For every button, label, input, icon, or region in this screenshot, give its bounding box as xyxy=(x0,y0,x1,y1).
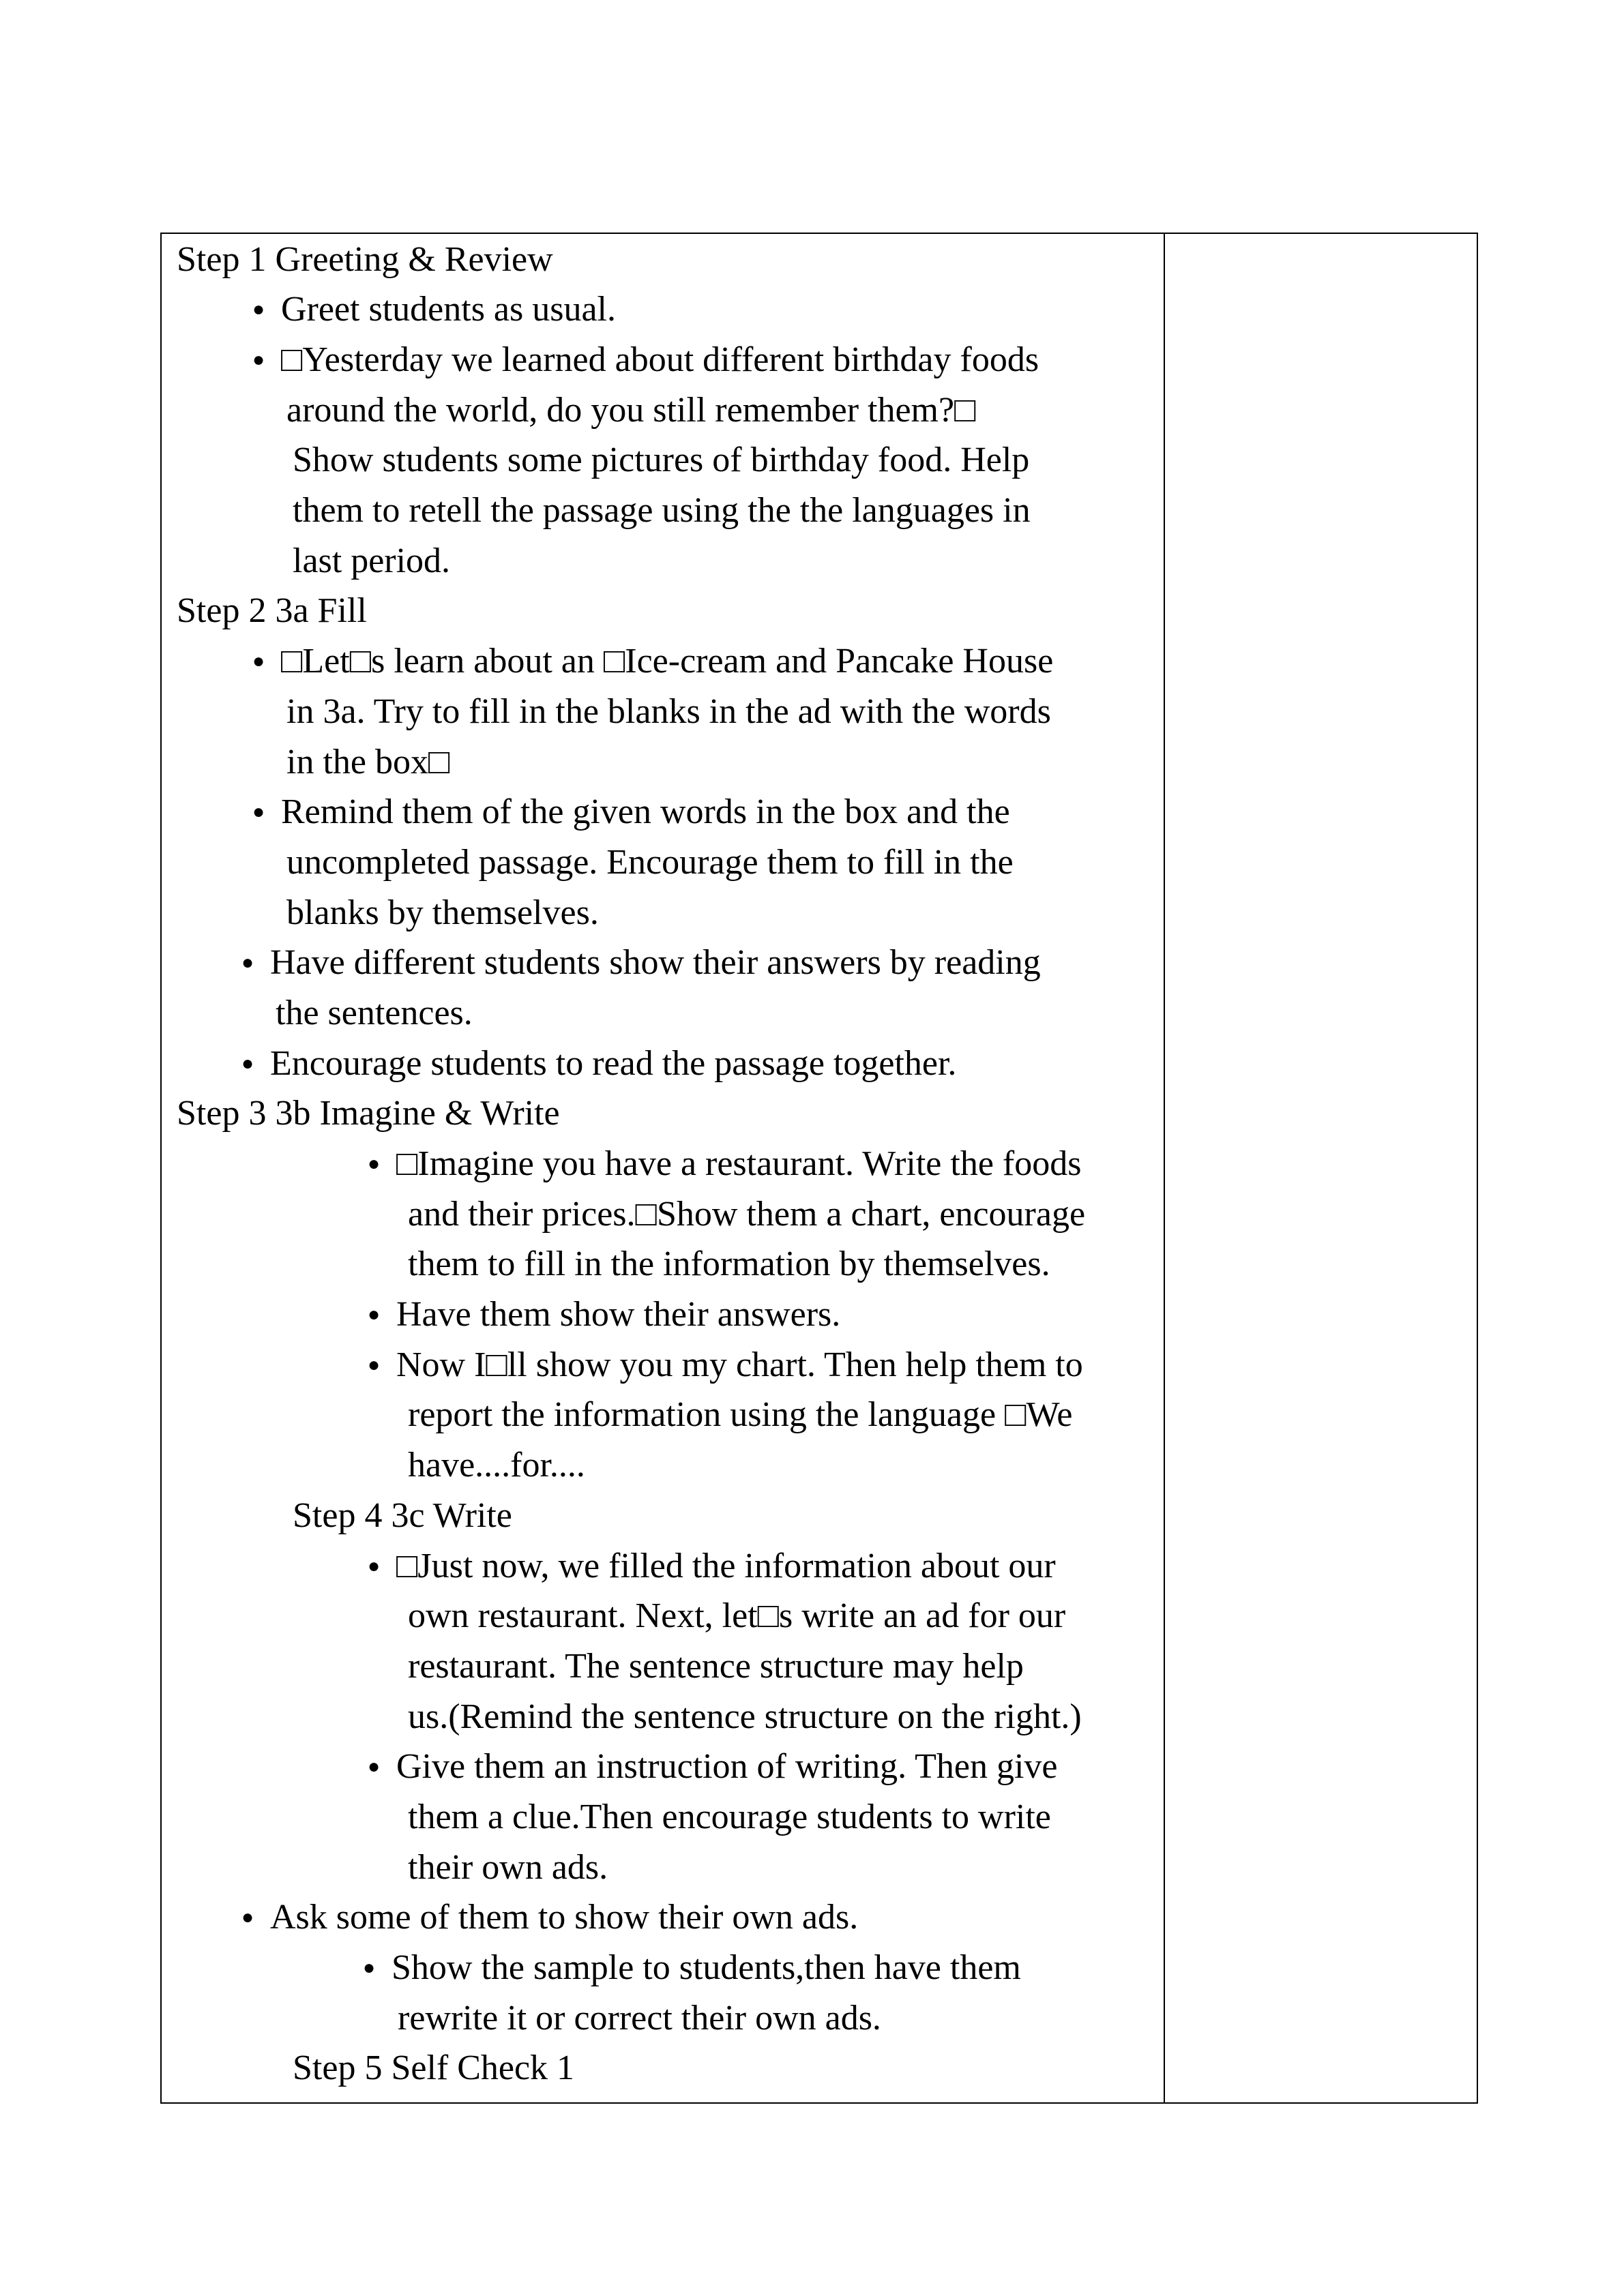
step-2-bullet-3-line-1: Have different students show their answers by reading xyxy=(270,943,1041,982)
step-2-title: Step 2 3a Fill xyxy=(177,591,367,630)
bullet-icon: ● xyxy=(368,1755,381,1778)
step-2-bullet-2-line-3: blanks by themselves. xyxy=(286,893,599,932)
step-4-bullet-2-line-2: them a clue.Then encourage students to write xyxy=(408,1798,1051,1836)
bullet-icon: ● xyxy=(363,1956,376,1979)
step-4-bullet-4-line-2: rewrite it or correct their own ads. xyxy=(398,1999,881,2038)
step-2-bullet-1-line-1: □Let□s learn about an □Ice-cream and Pancake House xyxy=(281,642,1054,681)
step-2-bullet-2-line-2: uncompleted passage. Encourage them to fill in the xyxy=(286,843,1014,882)
step-1-title: Step 1 Greeting & Review xyxy=(177,240,553,279)
bullet-icon: ● xyxy=(241,1906,254,1928)
step-5-title: Step 5 Self Check 1 xyxy=(293,2048,575,2087)
step-2-bullet-3-line-2: the sentences. xyxy=(276,994,473,1032)
step-1-bullet-2-line-3: Show students some pictures of birthday food. Help xyxy=(293,441,1030,479)
step-2-bullet-1-line-2: in 3a. Try to fill in the blanks in the ad with the words xyxy=(286,692,1051,731)
step-1-bullet-2-line-1: □Yesterday we learned about different birthday foods xyxy=(281,340,1039,379)
step-4-bullet-4-line-1: Show the sample to students,then have them xyxy=(392,1948,1021,1987)
step-1-bullet-1: Greet students as usual. xyxy=(281,290,617,329)
step-4-bullet-1-line-3: restaurant. The sentence structure may help xyxy=(408,1647,1024,1686)
step-4-title: Step 4 3c Write xyxy=(293,1496,512,1535)
bullet-icon: ● xyxy=(368,1303,381,1326)
step-4-bullet-2-line-3: their own ads. xyxy=(408,1848,608,1887)
step-2-bullet-1-line-3: in the box□ xyxy=(286,743,450,781)
step-3-bullet-1-line-1: □Imagine you have a restaurant. Write the foods xyxy=(396,1144,1082,1183)
step-2-bullet-2-line-1: Remind them of the given words in the box and the xyxy=(281,792,1010,831)
step-3-bullet-3-line-2: report the information using the language □We xyxy=(408,1395,1073,1434)
step-1-bullet-2-line-2: around the world, do you still remember them?□ xyxy=(286,391,976,430)
step-3-bullet-3-line-1: Now I□ll show you my chart. Then help them to xyxy=(396,1345,1083,1384)
bullet-icon: ● xyxy=(252,298,265,320)
bullet-icon: ● xyxy=(252,650,265,672)
step-4-bullet-1-line-2: own restaurant. Next, let□s write an ad for our xyxy=(408,1596,1066,1635)
bullet-icon: ● xyxy=(241,1052,254,1075)
step-3-bullet-1-line-3: them to fill in the information by themselves. xyxy=(408,1244,1050,1283)
step-1-bullet-2-line-4: them to retell the passage using the the languages in xyxy=(293,491,1031,530)
step-3-title: Step 3 3b Imagine & Write xyxy=(177,1094,560,1133)
step-4-bullet-1-line-1: □Just now, we filled the information about our xyxy=(396,1547,1056,1585)
bullet-icon: ● xyxy=(241,951,254,974)
step-2-bullet-4: Encourage students to read the passage together. xyxy=(270,1044,957,1083)
step-4-bullet-2-line-1: Give them an instruction of writing. Then give xyxy=(396,1747,1058,1786)
bullet-icon: ● xyxy=(368,1152,381,1175)
bullet-icon: ● xyxy=(252,348,265,371)
notes-cell-empty xyxy=(1165,234,1477,2102)
step-3-bullet-3-line-3: have....for.... xyxy=(408,1446,585,1485)
bullet-icon: ● xyxy=(368,1555,381,1577)
step-1-bullet-2-line-5: last period. xyxy=(293,541,451,580)
step-3-bullet-2: Have them show their answers. xyxy=(396,1295,841,1334)
step-4-bullet-3: Ask some of them to show their own ads. xyxy=(270,1898,859,1937)
lesson-table xyxy=(160,233,1478,2104)
bullet-icon: ● xyxy=(252,801,265,823)
bullet-icon: ● xyxy=(368,1354,381,1376)
step-4-bullet-1-line-4: us.(Remind the sentence structure on the right.) xyxy=(408,1697,1082,1736)
step-3-bullet-1-line-2: and their prices.□Show them a chart, encourage xyxy=(408,1195,1086,1234)
